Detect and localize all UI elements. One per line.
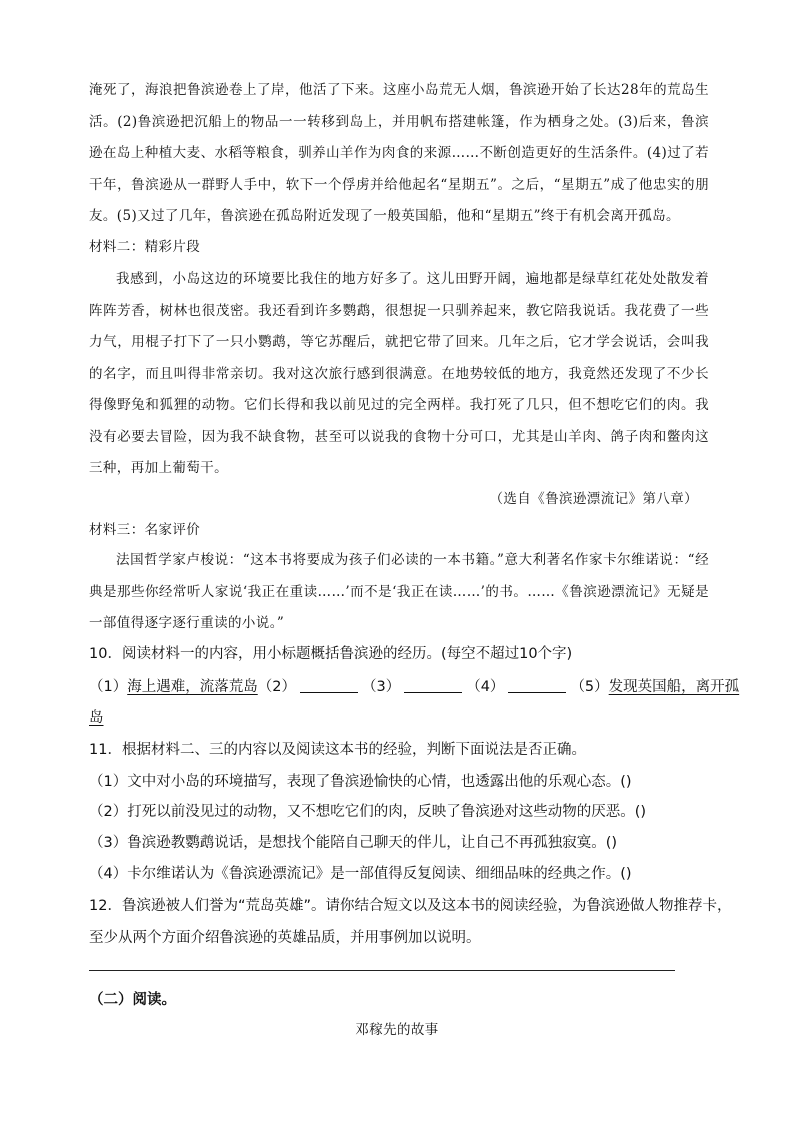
material1-text: 淹死了，海浪把鲁滨逊卷上了岸，他活了下来。这座小岛荒无人烟，鲁滨逊开始了长达28年的荒岛生活。(2)鲁滨逊把沉船上的物品一一转移到岛上，并用帆布搭建帐篷，作为栖身之处。(3)后来，鲁滨逊在岛上种植大麦、水稻等粮食，驯养山羊作为肉食的来源……不断创造更好的生活条件。(4)过了若干年，鲁滨逊从一群野人手中，软下一个俘虏并给他起名“星期五”。之后，“星期五”成了他忠实的朋友。(5)又过了几年，鲁滨逊在孤岛附近发现了一般英国船，他和“星期五”终于有机会离开孤岛。 [89,82,709,224]
material2-text: 我感到，小岛这边的环境要比我住的地方好多了。这儿田野开阔，遍地都是绿草红花处处散发着阵阵芳香，树林也很茂密。我还看到许多鹦鹉，很想捉一只驯养起来，教它陪我说话。我花费了一些力气，用棍子打下了一只小鹦鹉，等它苏醒后，就把它带了回来。几年之后，它才学会说话，会叫我的名字，而且叫得非常亲切。我对这次旅行感到很满意。在地势较低的地方，我竟然还发现了不少长得像野兔和狐狸的动物。它们长得和我以前见过的完全两样。我打死了几只，但不想吃它们的肉。我没有必要去冒险，因为我不缺食物，甚至可以说我的食物十分可口，尤其是山羊肉、鸽子肉和鳖肉这三种，再加上葡萄干。 [89,271,709,476]
section2-heading: （二）阅读。 [89,992,176,1008]
q10-item5-answer-cont: 岛 [89,710,104,726]
q11-item-4: （4）卡尔维诺认为《鲁滨逊漂流记》是一部值得反复阅读、细细品味的经典之作。() [89,866,632,882]
material2-source: （选自《鲁滨逊漂流记》第八章） [489,491,698,507]
q10-prompt: 10．阅读材料一的内容，用小标题概括鲁滨逊的经历。(每空不超过10个字) [89,646,573,662]
q11-prompt: 11．根据材料二、三的内容以及阅读这本书的经验，判断下面说法是否正确。 [89,742,586,758]
q12-line-1: 12．鲁滨逊被人们誉为“荒岛英雄”。请你结合短文以及这本书的阅读经验，为鲁滨逊做人物推荐卡， [89,898,732,914]
q10-item5-continued [89,706,709,727]
answer-line[interactable] [89,970,675,971]
q10-item4-blank[interactable] [508,678,566,693]
q10-item2-num: （2） [257,679,296,695]
q10-item4-num: （4） [466,679,505,695]
q10-item1-num: （1） [89,679,128,695]
q10-item5-answer: 发现英国船，离开孤 [608,679,740,695]
q10-item5-num: （5） [570,679,609,695]
q10-item2-blank[interactable] [300,678,358,693]
section2-title: 邓稼先的故事 [355,1022,439,1038]
q12-line-2: 至少从两个方面介绍鲁滨逊的英雄品质，并用事例加以说明。 [89,930,481,946]
q11-item-1: （1）文中对小岛的环境描写，表现了鲁滨逊愉快的心情，也透露出他的乐观心态。() [89,774,632,790]
q11-item-3: （3）鲁滨逊教鹦鹉说话，是想找个能陪自己聊天的伴儿，让自己不再孤独寂寞。() [89,835,618,851]
material2-heading: 材料二：精彩片段 [89,239,201,255]
q10-answers-line [89,675,740,696]
q10-item3-num: （3） [361,679,401,695]
q10-item3-blank[interactable] [404,678,462,693]
q10-item1-answer: 海上遇难，流落荒岛 [127,679,258,695]
material3-text: 法国哲学家卢梭说：“这本书将要成为孩子们必读的一本书籍。”意大利著名作家卡尔维诺说：“经典是那些你经常听人家说‘我正在重读……’而不是‘我正在读……’的书。……《鲁滨逊漂流记》无疑是一部值得逐字逐行重读的小说。” [89,552,709,631]
q11-item-2: （2）打死以前没见过的动物，又不想吃它们的肉，反映了鲁滨逊对这些动物的厌恶。() [89,804,647,820]
material3-heading: 材料三：名家评价 [89,522,201,538]
